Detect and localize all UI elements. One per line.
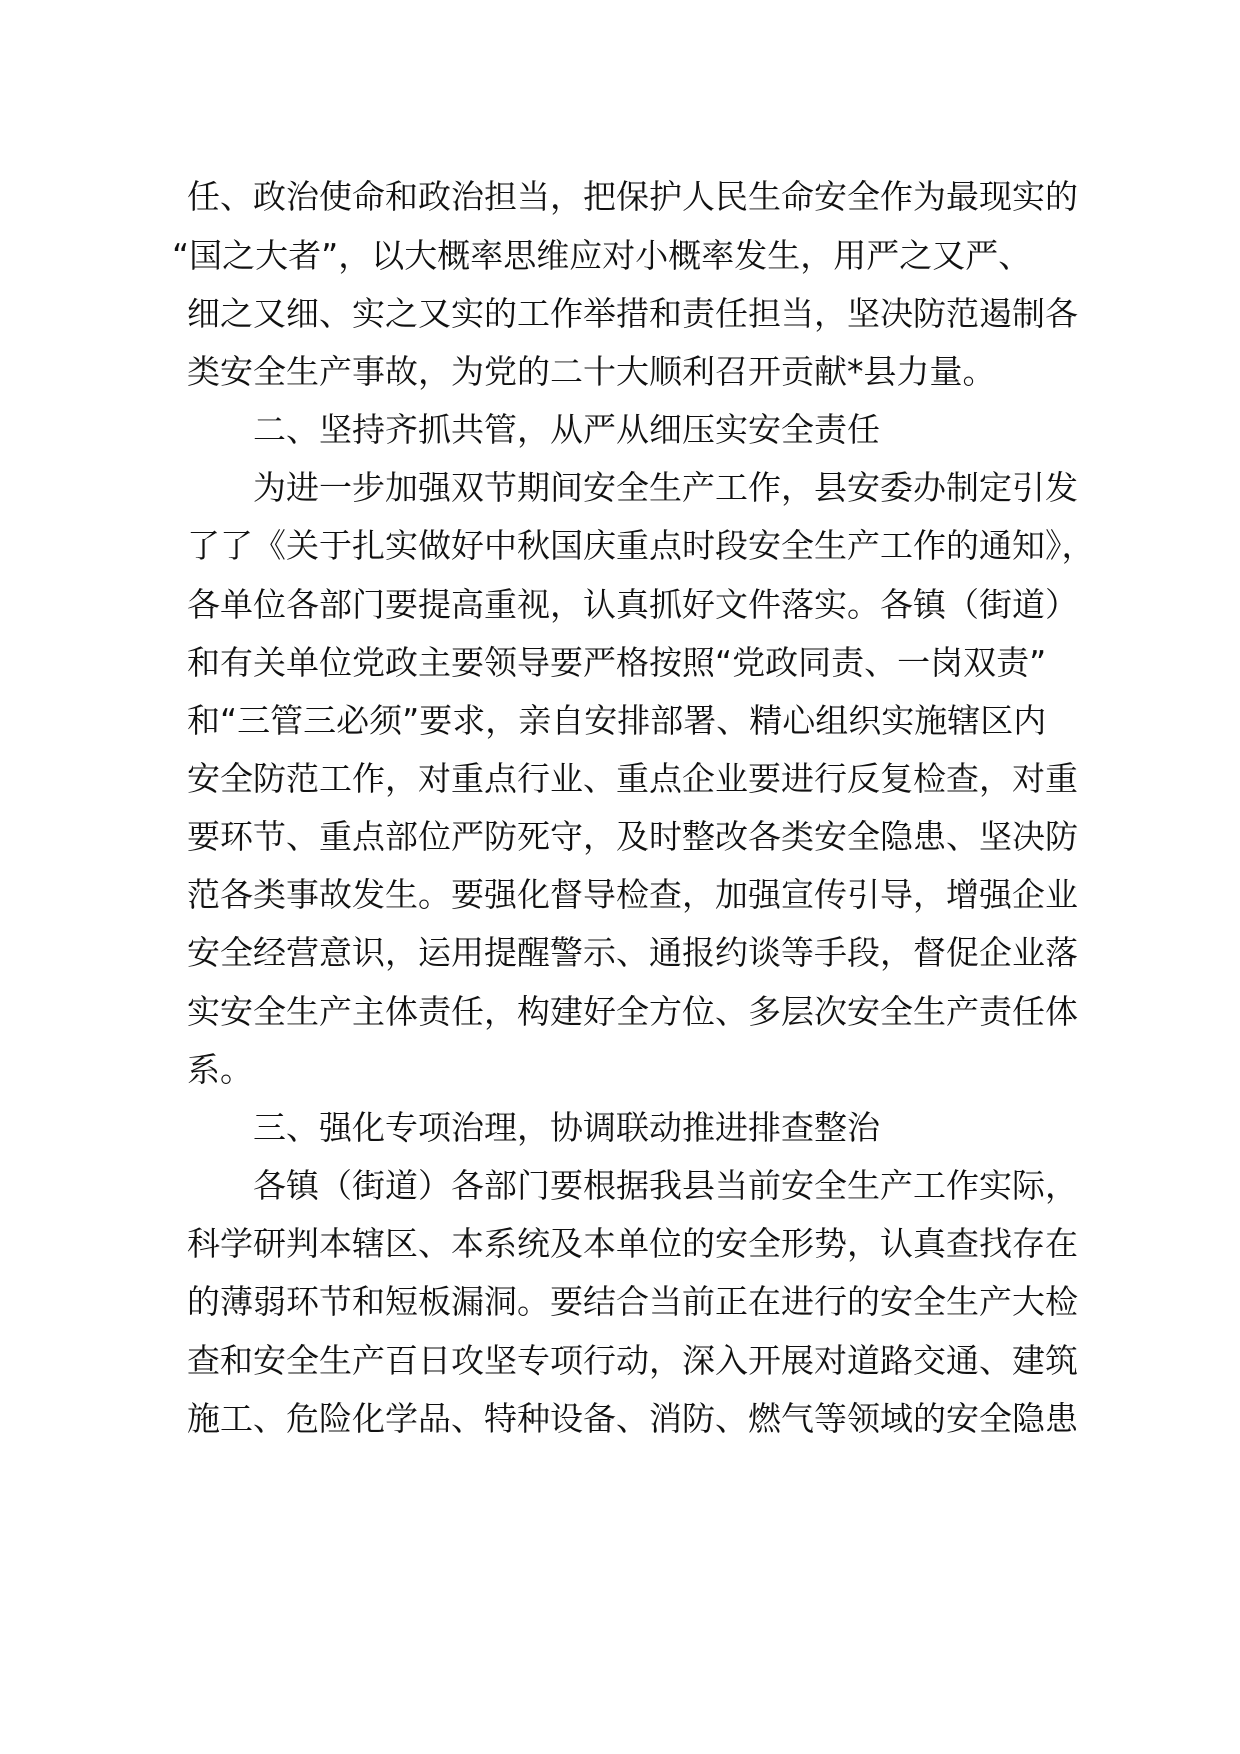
text-line: 范各类事故发生。要强化督导检查，加强宣传引导，增强企业 bbox=[187, 875, 1078, 914]
text-line: 安全防范工作，对重点行业、重点企业要进行反复检查，对重 bbox=[187, 759, 1078, 798]
text-line: 的薄弱环节和短板漏洞。要结合当前正在进行的安全生产大检 bbox=[187, 1282, 1078, 1321]
text-line: 类安全生产事故，为党的二十大顺利召开贡献*县力量。 bbox=[187, 352, 996, 391]
text-line: 安全经营意识，运用提醒警示、通报约谈等手段，督促企业落 bbox=[187, 933, 1078, 972]
text-line: 实安全生产主体责任，构建好全方位、多层次安全生产责任体 bbox=[187, 992, 1078, 1031]
section-heading: 二、坚持齐抓共管，从严从细压实安全责任 bbox=[253, 410, 880, 449]
text-line: 各单位各部门要提高重视，认真抓好文件落实。各镇（街道） bbox=[187, 585, 1078, 624]
text-line: 任、政治使命和政治担当，把保护人民生命安全作为最现实的 bbox=[187, 177, 1078, 216]
text-line: 了了《关于扎实做好中秋国庆重点时段安全生产工作的通知》， bbox=[187, 526, 1095, 565]
text-line: 和有关单位党政主要领导要严格按照“党政同责、一岗双责” bbox=[187, 643, 1047, 682]
text-line: 各镇（街道）各部门要根据我县当前安全生产工作实际， bbox=[253, 1166, 1078, 1205]
text-line: 要环节、重点部位严防死守，及时整改各类安全隐患、坚决防 bbox=[187, 817, 1078, 856]
text-line: 查和安全生产百日攻坚专项行动，深入开展对道路交通、建筑 bbox=[187, 1341, 1078, 1380]
text-line: 施工、危险化学品、特种设备、消防、燃气等领域的安全隐患 bbox=[187, 1399, 1078, 1438]
text-line: 为进一步加强双节期间安全生产工作，县安委办制定引发 bbox=[253, 468, 1078, 507]
text-line: “国之大者”，以大概率思维应对小概率发生，用严之又严、 bbox=[172, 236, 1032, 275]
text-line: 科学研判本辖区、本系统及本单位的安全形势，认真查找存在 bbox=[187, 1224, 1078, 1263]
text-line: 系。 bbox=[187, 1050, 253, 1089]
text-line: 细之又细、实之又实的工作举措和责任担当，坚决防范遏制各 bbox=[187, 294, 1078, 333]
section-heading: 三、强化专项治理，协调联动推进排查整治 bbox=[253, 1108, 880, 1147]
text-line: 和“三管三必须”要求，亲自安排部署、精心组织实施辖区内 bbox=[187, 701, 1047, 740]
